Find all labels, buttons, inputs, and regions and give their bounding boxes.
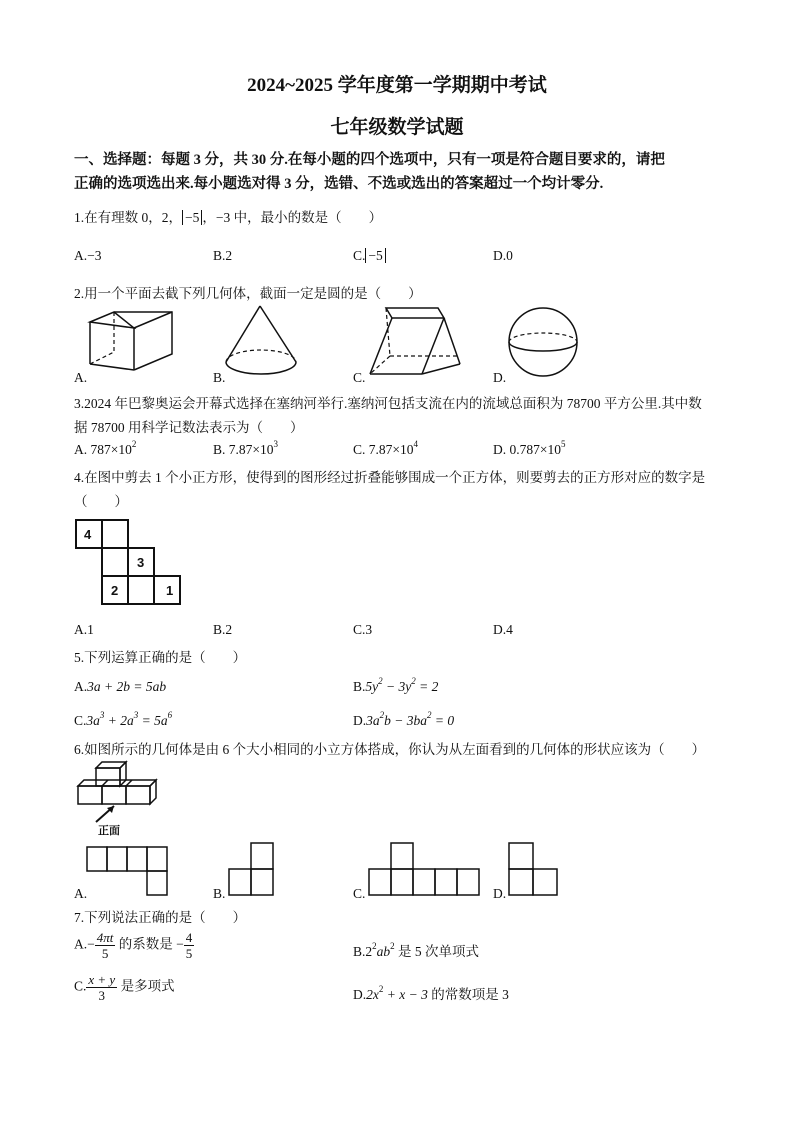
question-7-stem: 7.下列说法正确的是（ ） [74, 910, 247, 925]
q5-option-d-label: D. [353, 713, 367, 728]
q3-option-c[interactable] [353, 439, 418, 458]
q2-option-d[interactable]: D. [493, 370, 507, 385]
q5-d-exp2: 2 [427, 710, 432, 720]
q3-option-a[interactable] [74, 439, 137, 458]
q3-option-a-base: A. 787×10 [74, 442, 132, 457]
q5-d-term3: = 0 [431, 713, 455, 728]
question-4-line2: （ ） [74, 494, 128, 509]
q2-option-b[interactable]: B. [213, 370, 226, 385]
q7-a-denominator2: 5 [185, 946, 193, 961]
q5-b-exp1: 2 [378, 676, 383, 686]
q5-d-term1: 3a [366, 713, 380, 728]
exam-subtitle: 七年级数学试题 [330, 117, 464, 138]
q6-option-a-figure [86, 846, 172, 898]
question-6-stem: 6.如图所示的几何体是由 6 个大小相同的小立方体搭成，你认为从左面看到的几何体的形状应该为（ ） [74, 742, 706, 757]
net-number-2: 2 [111, 583, 119, 598]
frustum-figure [360, 304, 470, 384]
q7-b-base: 2 [365, 944, 373, 959]
cube-net-figure [74, 518, 186, 608]
q7-d-term2: + x − 3 [383, 987, 428, 1002]
front-view-label: 正面 [98, 825, 120, 837]
q7-option-d[interactable] [353, 983, 509, 1003]
q4-option-a[interactable]: A.1 [74, 622, 94, 637]
q3-option-d-exp: 5 [561, 439, 566, 449]
q5-d-exp1: 2 [379, 710, 385, 720]
q5-b-term3: = 2 [415, 679, 439, 694]
question-3-line2: 据 78700 用科学记数法表示为（ ） [74, 420, 304, 435]
q6-option-b-figure [228, 842, 278, 898]
section-instruction-line1: 一、选择题：每题 3 分，共 30 分.在每小题的四个选项中，只有一项是符合题目要求的，请把 [74, 152, 665, 168]
q6-option-c[interactable]: C. [353, 886, 366, 901]
q5-c-term2: + 2a [104, 713, 134, 728]
net-number-1: 1 [166, 583, 174, 598]
sphere-figure [505, 304, 585, 384]
q7-b-exp2: 2 [390, 941, 395, 951]
q5-b-exp2: 2 [411, 676, 416, 686]
q3-option-d[interactable] [493, 439, 566, 458]
exam-title: 2024~2025 学年度第一学期期中考试 [247, 75, 547, 96]
q7-b-term: ab [376, 944, 391, 959]
q6-option-b[interactable]: B. [213, 886, 226, 901]
q5-c-exp2: 3 [133, 710, 139, 720]
q7-a-denominator: 5 [101, 946, 109, 961]
q3-option-c-exp: 4 [413, 439, 418, 449]
question-3-line1: 3.2024 年巴黎奥运会开幕式选择在塞纳河举行.塞纳河包括支流在内的流域总面积为 78700 平方公里.其中数 [74, 396, 702, 411]
q1-prefix: 1.在有理数 0，2， [74, 210, 182, 225]
q7-a-numerator: 4πt [96, 930, 114, 945]
q6-option-c-figure [368, 842, 484, 898]
q1-option-d[interactable]: D.0 [493, 248, 513, 263]
q5-option-b-label: B. [353, 679, 366, 694]
q5-b-term2: − 3y [382, 679, 412, 694]
q7-c-fraction [86, 972, 117, 1003]
q7-option-b[interactable] [353, 940, 479, 960]
question-5-stem: 5.下列运算正确的是（ ） [74, 650, 247, 665]
q7-a-fraction [95, 930, 116, 961]
q5-c-term1: 3a [86, 713, 100, 728]
q7-option-d-label: D. [353, 987, 367, 1002]
q3-option-b[interactable] [213, 439, 278, 458]
q5-option-b[interactable] [353, 676, 439, 695]
q5-option-c-label: C. [74, 713, 87, 728]
q5-option-a-label: A. [74, 679, 88, 694]
q1-abs-value: −5 [182, 210, 202, 225]
q7-option-a-label: A.− [74, 936, 95, 952]
q7-b-exp1: 2 [372, 941, 377, 951]
q7-c-denominator: 3 [98, 988, 106, 1003]
q5-option-d[interactable] [353, 710, 455, 729]
q1-option-b[interactable]: B.2 [213, 248, 233, 263]
q7-option-c[interactable] [74, 972, 175, 1003]
q7-d-text: 的常数项是 3 [427, 987, 509, 1002]
q7-c-text: 是多项式 [117, 978, 175, 994]
q4-option-b[interactable]: B.2 [213, 622, 233, 637]
q7-a-fraction2 [184, 930, 195, 961]
q3-option-b-base: B. 7.87×10 [213, 442, 274, 457]
q1-suffix: ，−3 中，最小的数是（ ） [202, 210, 383, 225]
q6-option-d-figure [508, 842, 560, 898]
q7-c-numerator: x + y [88, 972, 116, 987]
q3-option-b-exp: 3 [273, 439, 278, 449]
q1-option-a[interactable]: A.−3 [74, 248, 102, 263]
q7-a-mid-text: 的系数是 − [115, 936, 184, 952]
q2-option-a[interactable]: A. [74, 370, 88, 385]
q4-option-d[interactable]: D.4 [493, 622, 513, 637]
q3-option-d-base: D. 0.787×10 [493, 442, 561, 457]
question-4-line1: 4.在图中剪去 1 个小正方形，使得到的图形经过折叠能够围成一个正方体，则要剪去的正方形对应的数字是 [74, 470, 706, 485]
q3-option-a-exp: 2 [131, 439, 137, 449]
q5-option-a[interactable] [74, 679, 166, 695]
q1-option-c-label: C. [353, 248, 366, 263]
q7-option-a[interactable] [74, 930, 194, 961]
q5-b-term1: 5y [365, 679, 379, 694]
q7-d-exp1: 2 [378, 984, 384, 994]
q7-option-b-label: B. [353, 944, 366, 959]
section-instruction-line2: 正确的选项选出来.每小题选对得 3 分，选错、不选或选出的答案超过一个均计零分. [74, 176, 604, 192]
net-number-4: 4 [84, 527, 92, 542]
q5-c-term3: = 5a [138, 713, 168, 728]
q7-option-c-label: C. [74, 978, 87, 994]
q1-option-c[interactable] [353, 248, 386, 264]
q7-b-text: 是 5 次单项式 [394, 944, 480, 959]
q5-c-exp1: 3 [99, 710, 105, 720]
question-1-stem [74, 206, 382, 226]
q7-d-term1: 2x [366, 987, 379, 1002]
net-number-3: 3 [137, 555, 145, 570]
q2-option-c[interactable]: C. [353, 370, 366, 385]
cube-stack-figure [74, 760, 174, 838]
q5-c-exp3: 6 [167, 710, 173, 720]
q1-option-c-abs: −5 [365, 248, 385, 263]
q5-d-term2: b − 3ba [384, 713, 427, 728]
q7-a-numerator2: 4 [185, 930, 193, 945]
q3-option-c-base: C. 7.87×10 [353, 442, 414, 457]
q4-option-c[interactable]: C.3 [353, 622, 373, 637]
cone-figure [218, 300, 318, 385]
q6-option-a[interactable]: A. [74, 886, 88, 901]
q5-option-c[interactable] [74, 710, 173, 729]
q5-option-a-expr: 3a + 2b = 5ab [87, 679, 167, 694]
question-2-stem: 2.用一个平面去截下列几何体，截面一定是圆的是（ ） [74, 286, 422, 301]
triangular-prism-figure [74, 308, 194, 383]
q6-option-d[interactable]: D. [493, 886, 507, 901]
